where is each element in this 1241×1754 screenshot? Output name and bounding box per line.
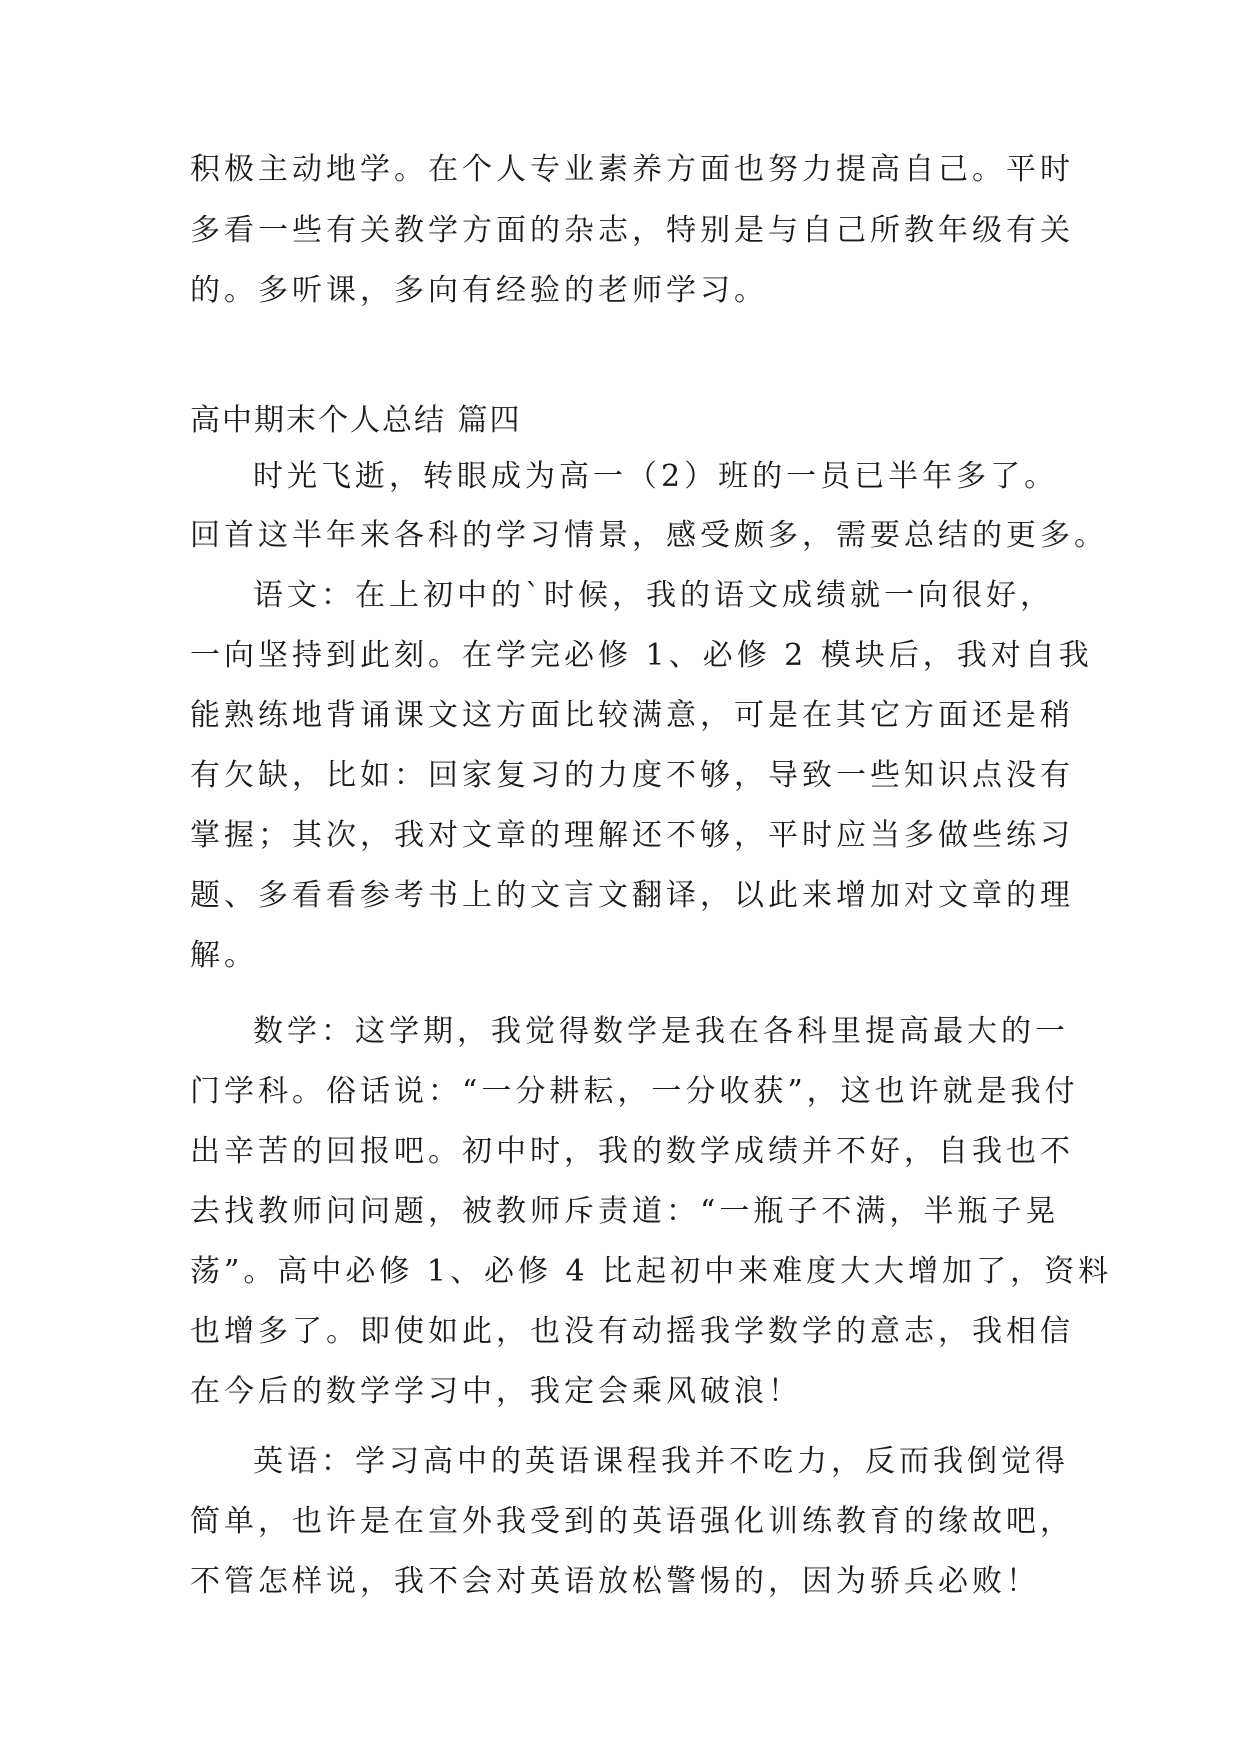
paragraph-3-line-1: 数学：这学期，我觉得数学是我在各科里提高最大的一 <box>253 1014 1069 1049</box>
paragraph-4-line-1: 英语：学习高中的英语课程我并不吃力，反而我倒觉得 <box>253 1444 1069 1479</box>
paragraph-1-line-2: 回首这半年来各科的学习情景，感受颇多，需要总结的更多。 <box>190 518 1108 553</box>
paragraph-3-line-7: 在今后的数学学习中，我定会乘风破浪！ <box>190 1374 802 1409</box>
paragraph-2-line-1: 语文：在上初中的`时候，我的语文成绩就一向很好， <box>253 578 1054 613</box>
intro-line-2: 多看一些有关教学方面的杂志，特别是与自己所教年级有关 <box>190 213 1074 248</box>
paragraph-4-line-2: 简单，也许是在宣外我受到的英语强化训练教育的缘故吧， <box>190 1504 1074 1539</box>
paragraph-3-line-5: 荡”。高中必修 1、必修 4 比起初中来难度大大增加了，资料 <box>190 1254 1113 1289</box>
intro-line-1: 积极主动地学。在个人专业素养方面也努力提高自己。平时 <box>190 152 1074 187</box>
intro-line-3: 的。多听课，多向有经验的老师学习。 <box>190 273 768 308</box>
paragraph-2-line-2: 一向坚持到此刻。在学完必修 1、必修 2 模块后，我对自我 <box>190 638 1093 673</box>
paragraph-3-line-4: 去找教师问问题，被教师斥责道：“一瓶子不满，半瓶子晃 <box>190 1194 1060 1229</box>
section-title: 高中期末个人总结 篇四 <box>190 403 522 438</box>
paragraph-2-line-4: 有欠缺，比如：回家复习的力度不够，导致一些知识点没有 <box>190 758 1074 793</box>
paragraph-1-line-1: 时光飞逝，转眼成为高一（2）班的一员已半年多了。 <box>253 459 1059 494</box>
paragraph-2-line-7: 解。 <box>190 938 258 973</box>
paragraph-3-line-2: 门学科。俗话说：“一分耕耘，一分收获”，这也许就是我付 <box>190 1074 1079 1109</box>
paragraph-2-line-3: 能熟练地背诵课文这方面比较满意，可是在其它方面还是稍 <box>190 698 1074 733</box>
paragraph-3-line-3: 出辛苦的回报吧。初中时，我的数学成绩并不好，自我也不 <box>190 1134 1074 1169</box>
paragraph-2-line-6: 题、多看看参考书上的文言文翻译，以此来增加对文章的理 <box>190 878 1074 913</box>
paragraph-2-line-5: 掌握；其次，我对文章的理解还不够，平时应当多做些练习 <box>190 818 1074 853</box>
paragraph-4-line-3: 不管怎样说，我不会对英语放松警惕的，因为骄兵必败！ <box>190 1564 1040 1599</box>
paragraph-3-line-6: 也增多了。即使如此，也没有动摇我学数学的意志，我相信 <box>190 1314 1074 1349</box>
